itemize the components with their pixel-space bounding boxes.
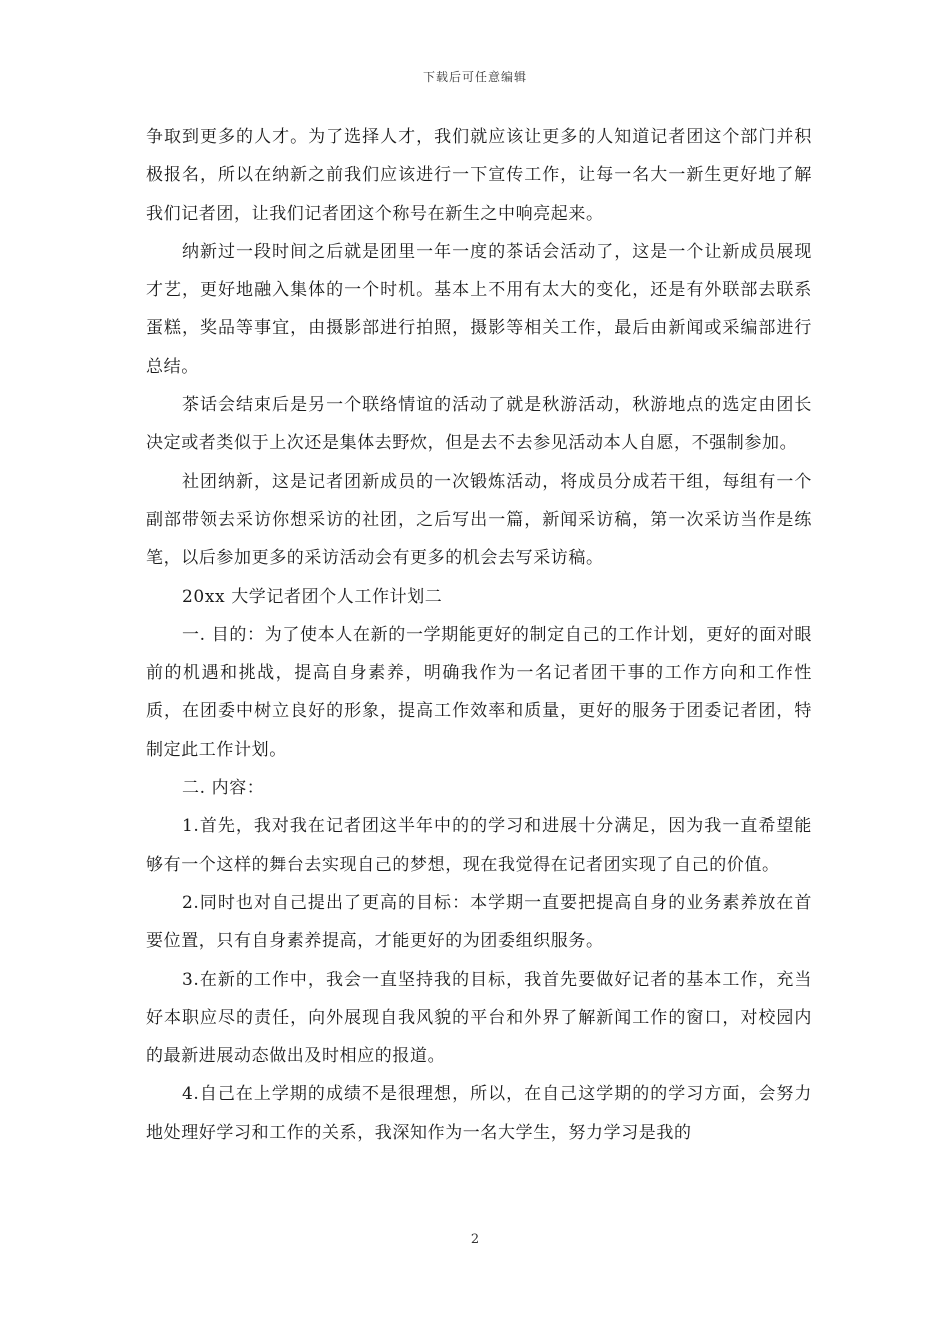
paragraph-3: 茶话会结束后是另一个联络情谊的活动了就是秋游活动，秋游地点的选定由团长决定或者类似于上次还是集体去野炊，但是去不去参见活动本人自愿，不强制参加。 [146, 395, 812, 454]
paragraph-4: 社团纳新，这是记者团新成员的一次锻炼活动，将成员分成若干组，每组有一个副部带领去采访你想采访的社团，之后写出一篇，新闻采访稿，第一次采访当作是练笔，以后参加更多的采访活动会有更多的机会去写采访稿。 [146, 471, 812, 569]
paragraph-2: 纳新过一段时间之后就是团里一年一度的茶话会活动了，这是一个让新成员展现才艺，更好地融入集体的一个时机。基本上不用有太大的变化，还是有外联部去联系蛋糕，奖品等事宜，由摄影部进行拍照，摄影等相关工作，最后由新闻或采编部进行总结。 [146, 241, 812, 377]
list-item-3: 3.在新的工作中，我会一直坚持我的目标，我首先要做好记者的基本工作，充当好本职应尽的责任，向外展现自我风貌的平台和外界了解新闻工作的窗口，对校园内的最新进展动态做出及时相应的报道。 [146, 969, 812, 1067]
paragraph-content-heading: 二. 内容： [182, 778, 265, 799]
list-item-4: 4.自己在上学期的成绩不是很理想，所以，在自己这学期的的学习方面，会努力地处理好学习和工作的关系，我深知作为一名大学生，努力学习是我的 [146, 1084, 812, 1143]
document-body [146, 118, 812, 1152]
section-heading: 20xx 大学记者团个人工作计划二 [182, 586, 443, 607]
paragraph-1: 争取到更多的人才。为了选择人才，我们就应该让更多的人知道记者团这个部门并积极报名，所以在纳新之前我们应该进行一下宣传工作，让每一名大一新生更好地了解我们记者团，让我们记者团这个称号在新生之中响亮起来。 [146, 127, 812, 224]
list-item-2: 2.同时也对自己提出了更高的目标：本学期一直要把提高自身的业务素养放在首要位置，只有自身素养提高，才能更好的为团委组织服务。 [146, 892, 812, 952]
list-item-1: 1.首先，我对我在记者团这半年中的的学习和进展十分满足，因为我一直希望能够有一个这样的舞台去实现自己的梦想，现在我觉得在记者团实现了自己的价值。 [146, 816, 812, 875]
paragraph-purpose: 一. 目的：为了使本人在新的一学期能更好的制定自己的工作计划，更好的面对眼前的机遇和挑战，提高自身素养，明确我作为一名记者团干事的工作方向和工作性质，在团委中树立良好的形象，提高工作效率和质量，更好的服务于团委记者团，特制定此工作计划。 [146, 624, 812, 760]
page-number: 2 [470, 1232, 480, 1247]
header-note: 下载后可任意编辑 [422, 70, 527, 84]
